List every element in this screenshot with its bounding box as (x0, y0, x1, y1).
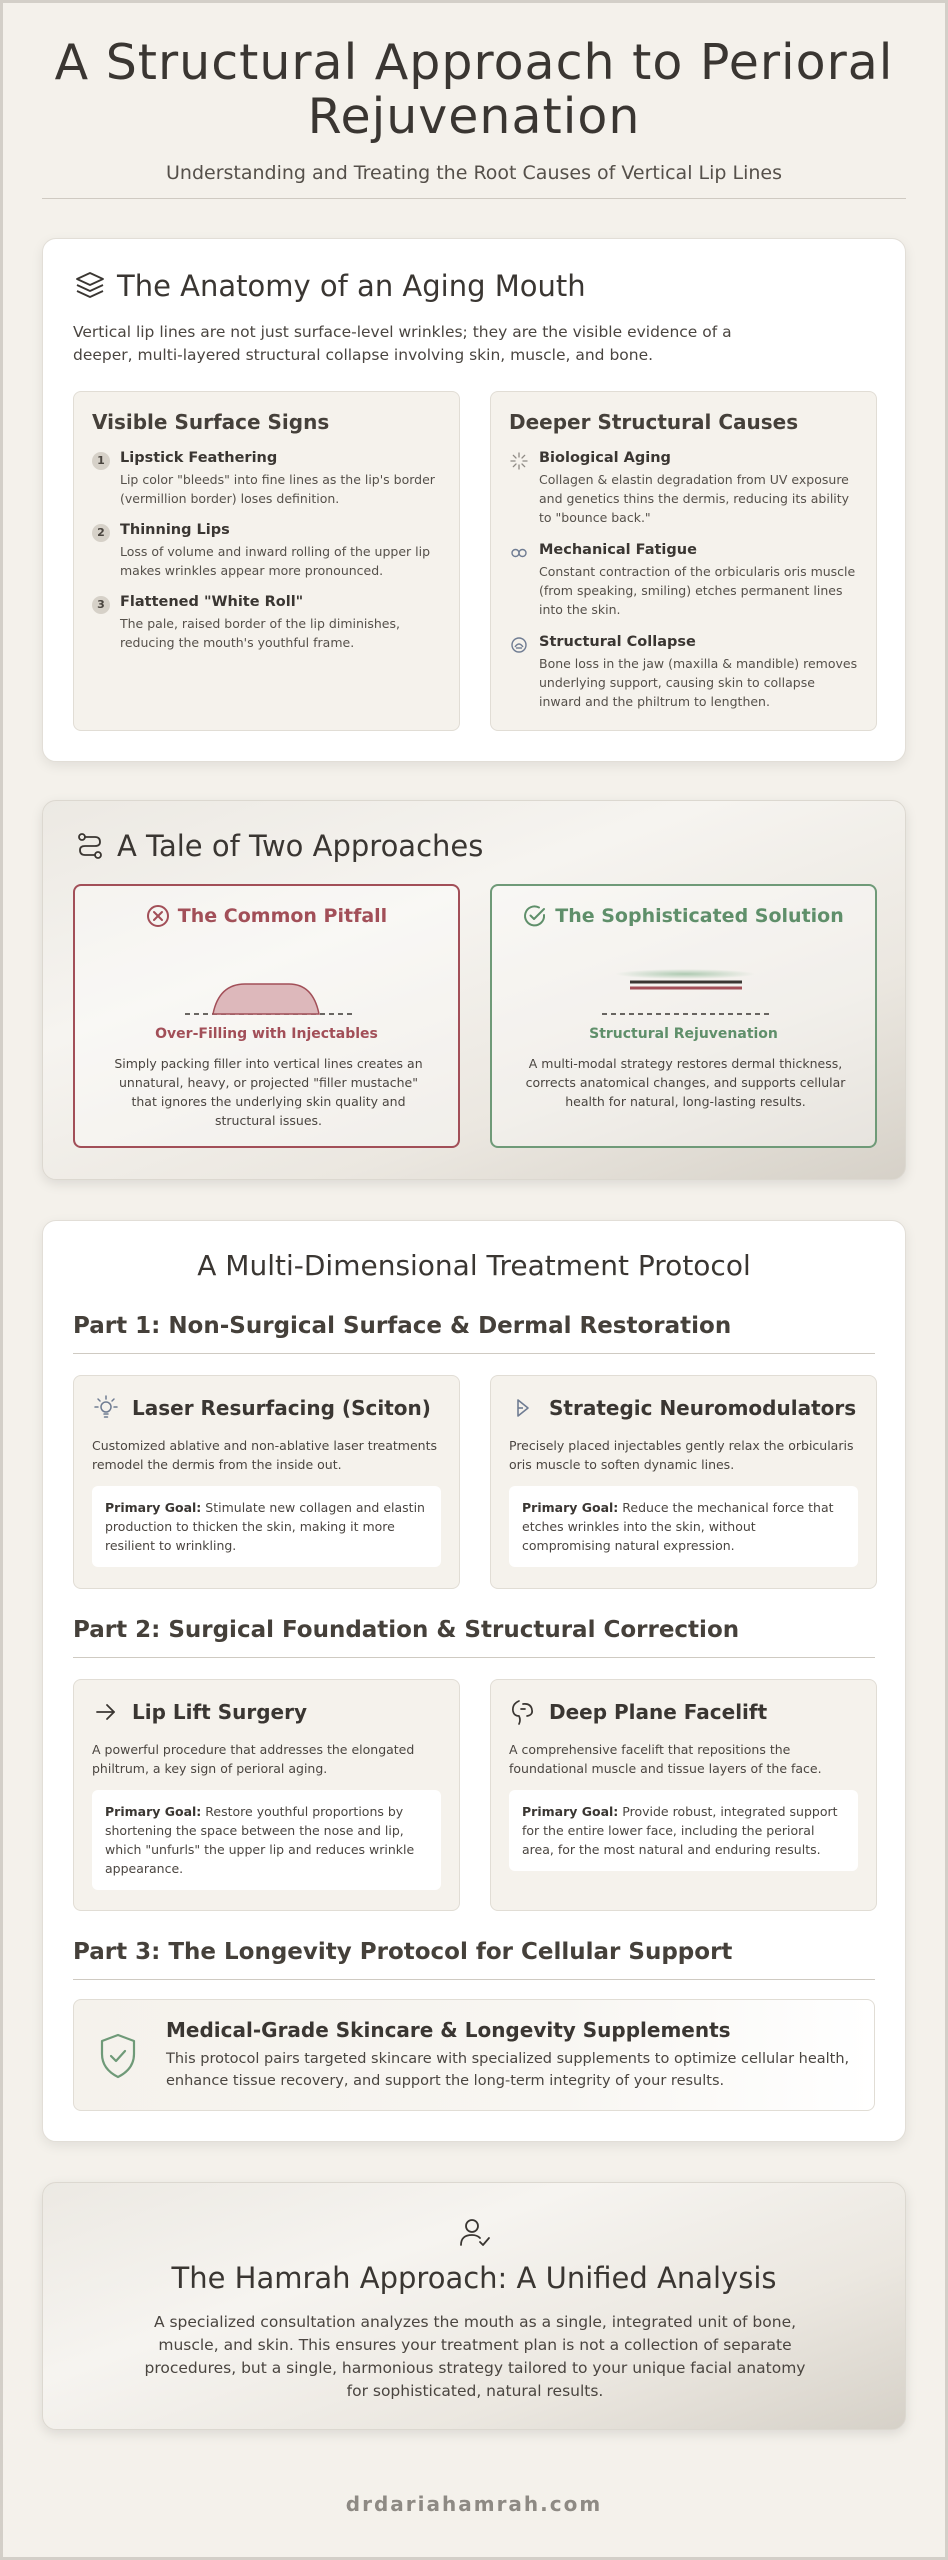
facelift-goal (509, 1790, 858, 1871)
item-number: 2 (92, 524, 110, 542)
page-subtitle: Understanding and Treating the Root Causes of Vertical Lip Lines (166, 162, 782, 184)
list-item (509, 450, 859, 527)
longevity-desc: This protocol pairs targeted skincare with specialized supplements to optimize cellular health, enhance tissue recovery, and support the long-term integrity of your results. (166, 2051, 850, 2089)
pitfall-subtitle: Over-Filling with Injectables (155, 1026, 378, 1042)
hamrah-title: The Hamrah Approach: A Unified Analysis (171, 2261, 777, 2295)
route-icon (73, 829, 107, 863)
part1-title: Part 1: Non-Surgical Surface & Dermal Restoration (73, 1313, 732, 1339)
anatomy-intro: Vertical lip lines are not just surface-level wrinkles; they are the visible evidence of a deeper, multi-layered structural collapse involving skin, muscle, and bone. (73, 323, 732, 364)
list-item (92, 594, 442, 652)
lip-lift-goal (92, 1790, 441, 1890)
list-item (509, 634, 859, 711)
page-title: A Structural Approach to Perioral Rejuvenation (54, 34, 894, 145)
neuromodulators-title: Strategic Neuromodulators (549, 1396, 857, 1420)
facelift-header (509, 1698, 767, 1726)
longevity-title: Medical-Grade Skincare & Longevity Supplements (166, 2018, 731, 2042)
pitfall-card (73, 884, 460, 1148)
hamrah-desc: A specialized consultation analyzes the mouth as a single, integrated unit of bone, muscle, and skin. This ensures your treatment plan is not a collection of separate procedures, but a single, harmonious strategy tailored to your unique facial anatomy for sophisticated, natural results. (144, 2313, 806, 2400)
surface-signs-box (73, 391, 460, 731)
lip-lift-title: Lip Lift Surgery (132, 1700, 307, 1724)
approaches-section (42, 800, 906, 1180)
neuromodulators-header (509, 1394, 856, 1422)
goal-label: Primary Goal: (522, 1804, 619, 1819)
part2-divider (73, 1657, 875, 1658)
neuromodulators-goal (509, 1486, 858, 1567)
item-desc: The pale, raised border of the lip diminishes, reducing the mouth's youthful frame. (120, 616, 400, 650)
list-item (509, 542, 859, 619)
check-circle-icon (523, 904, 547, 928)
structural-causes-box (490, 391, 877, 731)
neuromodulators-card (490, 1375, 877, 1589)
approaches-title: A Tale of Two Approaches (117, 829, 484, 863)
part3-title: Part 3: The Longevity Protocol for Cellular Support (73, 1939, 733, 1965)
shield-check-icon (96, 2032, 140, 2080)
item-title: Biological Aging (539, 450, 671, 466)
anatomy-header (73, 269, 586, 303)
goal-label: Primary Goal: (105, 1500, 202, 1515)
list-item (92, 522, 442, 580)
laser-desc: Customized ablative and non-ablative laser treatments remodel the dermis from the inside out. (92, 1438, 438, 1472)
goal-text: Reduce the mechanical force that etches wrinkles into the skin, without compromising natural expression. (522, 1500, 834, 1553)
solution-card (490, 884, 877, 1148)
part3-divider (73, 1979, 875, 1980)
anatomy-section (42, 238, 906, 762)
filler-bump-illustration (185, 978, 352, 1018)
laser-header (92, 1394, 431, 1422)
smooth-layers-illustration (602, 966, 769, 1018)
item-desc: Lip color "bleeds" into fine lines as the lip's border (vermillion border) loses definition. (120, 472, 435, 506)
face-profile-icon (509, 1698, 537, 1726)
item-desc: Loss of volume and inward rolling of the upper lip makes wrinkles appear more pronounced. (120, 544, 431, 578)
goal-text: Stimulate new collagen and elastin production to thicken the skin, making it more resilient to wrinkling. (105, 1500, 425, 1553)
lightbulb-icon (92, 1394, 120, 1422)
goal-text: Provide robust, integrated support for the entire lower face, including the perioral area, for the most natural and enduring results. (522, 1804, 838, 1857)
surface-signs-title: Visible Surface Signs (92, 410, 330, 434)
facelift-desc: A comprehensive facelift that repositions the foundational muscle and tissue layers of the face. (509, 1742, 822, 1776)
list-item (92, 450, 442, 508)
layers-icon (73, 269, 107, 303)
goal-text: Restore youthful proportions by shortening the space between the nose and lip, which "unfurls" the upper lip and reduces wrinkle appearance. (105, 1804, 415, 1876)
lip-lift-desc: A powerful procedure that addresses the elongated philtrum, a key sign of perioral aging. (92, 1742, 415, 1776)
solution-title: The Sophisticated Solution (555, 905, 844, 927)
footer-site-link[interactable]: drdariahamrah.com (345, 2492, 603, 2516)
page-header (0, 36, 948, 184)
protocol-title: A Multi-Dimensional Treatment Protocol (197, 1249, 751, 1282)
pitfall-desc: Simply packing filler into vertical lines creates an unnatural, heavy, or projected "filler mustache" that ignores the underlying skin quality and structural issues. (114, 1056, 423, 1128)
x-circle-icon (146, 904, 170, 928)
infinity-icon (509, 543, 529, 563)
solution-desc: A multi-modal strategy restores dermal thickness, corrects anatomical changes, and supports cellular health for natural, long-lasting results. (525, 1056, 846, 1109)
syringe-icon (509, 1394, 537, 1422)
item-title: Structural Collapse (539, 634, 696, 650)
item-desc: Collagen & elastin degradation from UV exposure and genetics thins the dermis, reducing its ability to "bounce back." (539, 472, 850, 525)
approaches-header (73, 829, 483, 863)
item-title: Flattened "White Roll" (120, 594, 304, 610)
structural-causes-title: Deeper Structural Causes (509, 410, 799, 434)
facelift-card (490, 1679, 877, 1911)
item-title: Mechanical Fatigue (539, 542, 697, 558)
item-title: Lipstick Feathering (120, 450, 278, 466)
sun-burst-icon (509, 451, 529, 471)
solution-subtitle: Structural Rejuvenation (589, 1026, 778, 1042)
arrow-right-icon (92, 1698, 120, 1726)
part2-title: Part 2: Surgical Foundation & Structural Correction (73, 1617, 740, 1643)
anatomy-title: The Anatomy of an Aging Mouth (117, 269, 586, 303)
item-number: 3 (92, 596, 110, 614)
collapse-icon (509, 635, 529, 655)
lip-lift-header (92, 1698, 307, 1726)
user-check-icon (455, 2213, 495, 2253)
longevity-card (73, 1999, 875, 2111)
solution-header (492, 904, 875, 928)
pitfall-header (75, 904, 458, 928)
item-desc: Constant contraction of the orbicularis oris muscle (from speaking, smiling) etches permanent lines into the skin. (539, 564, 856, 617)
hamrah-approach-section (42, 2182, 906, 2430)
facelift-title: Deep Plane Facelift (549, 1700, 768, 1724)
lip-lift-card (73, 1679, 460, 1911)
laser-title: Laser Resurfacing (Sciton) (132, 1396, 431, 1420)
laser-resurfacing-card (73, 1375, 460, 1589)
goal-label: Primary Goal: (522, 1500, 619, 1515)
goal-label: Primary Goal: (105, 1804, 202, 1819)
protocol-section (42, 1220, 906, 2142)
neuromodulators-desc: Precisely placed injectables gently relax the orbicularis oris muscle to soften dynamic lines. (509, 1438, 854, 1472)
item-number: 1 (92, 452, 110, 470)
pitfall-title: The Common Pitfall (177, 905, 388, 927)
laser-goal (92, 1486, 441, 1567)
item-title: Thinning Lips (120, 522, 230, 538)
part1-divider (73, 1353, 875, 1354)
item-desc: Bone loss in the jaw (maxilla & mandible) removes underlying support, causing skin to collapse inward and the philtrum to lengthen. (539, 656, 858, 709)
header-divider (42, 198, 906, 199)
